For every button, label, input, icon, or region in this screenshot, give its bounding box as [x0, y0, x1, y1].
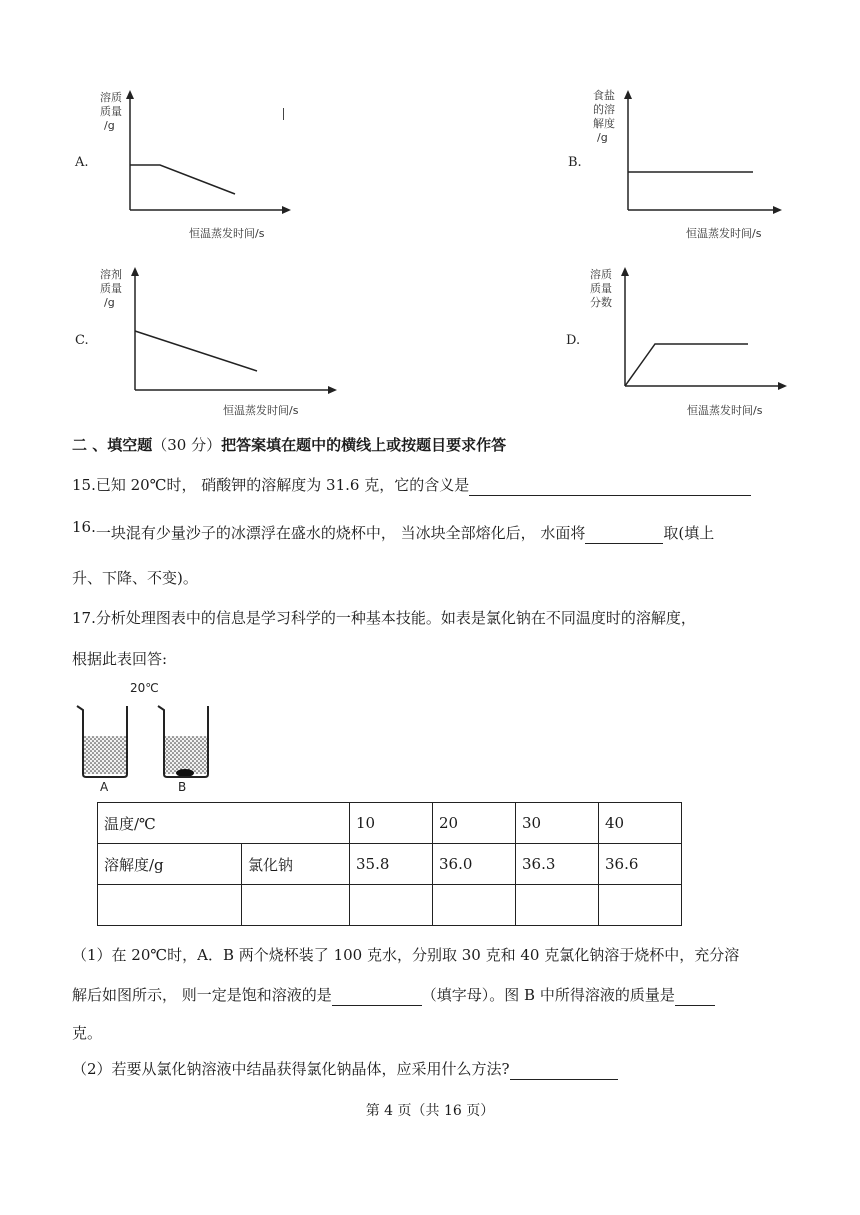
table-row — [98, 803, 682, 844]
table-cell — [516, 885, 599, 926]
beaker-b-label: B — [178, 780, 187, 794]
section-title: 二 、填空题 — [72, 436, 153, 454]
option-b-label: B. — [568, 155, 582, 170]
tick-mark — [283, 108, 284, 120]
beaker-a — [77, 706, 127, 777]
section-points: （30 分） — [152, 436, 222, 454]
graph-c-ylabel-3: /g — [104, 296, 115, 309]
graph-a — [95, 85, 295, 245]
graph-a-ylabel-3: /g — [104, 119, 115, 132]
question-16-text: 一块混有少量沙子的冰漂浮在盛水的烧杯中， 当冰块全部熔化后， 水面将 — [95, 524, 586, 542]
graph-d-ylabel-3: 分数 — [590, 296, 612, 309]
table-cell: 36.0 — [433, 844, 516, 885]
question-16-number: 16. — [72, 518, 96, 536]
page-footer: 第 4 页（共 16 页） — [365, 1103, 495, 1119]
question-15 — [72, 474, 751, 496]
graph-d-xlabel: 恒温蒸发时间/s — [687, 404, 763, 417]
beaker-a-label: A — [100, 780, 109, 794]
undissolved-solid — [176, 769, 194, 777]
table-cell — [599, 885, 682, 926]
question-16 — [72, 518, 715, 544]
graph-c-ylabel-1: 溶剂 — [100, 268, 122, 281]
option-c-label: C. — [75, 333, 89, 348]
question-17-part1-blank-1[interactable] — [332, 989, 422, 1006]
graph-a-ylabel-1: 溶质 — [100, 91, 122, 104]
table-cell: 36.6 — [599, 844, 682, 885]
question-17-part1-line2 — [72, 984, 715, 1006]
table-cell: 36.3 — [516, 844, 599, 885]
graph-c-curve — [135, 331, 257, 371]
beaker-temp-label: 20℃ — [130, 681, 159, 695]
table-cell: 10 — [350, 803, 433, 844]
question-17-part1-text-a: 解后如图所示， 则一定是饱和溶液的是 — [72, 986, 332, 1004]
beakers-figure — [72, 676, 232, 794]
graph-a-curve — [130, 165, 235, 194]
graph-d-curve — [625, 344, 748, 386]
table-cell: 40 — [599, 803, 682, 844]
question-16-after: 取(填上 — [663, 524, 715, 542]
option-d-label: D. — [566, 333, 581, 348]
question-17-part1-line3: 克。 — [72, 1024, 103, 1042]
table-cell — [98, 885, 242, 926]
graph-b-ylabel-2: 的溶 — [593, 103, 615, 116]
table-cell: 20 — [433, 803, 516, 844]
table-cell: 氯化钠 — [242, 844, 350, 885]
graph-b-ylabel-4: /g — [597, 131, 608, 144]
graph-a-xlabel: 恒温蒸发时间/s — [189, 227, 265, 240]
graph-d-ylabel-2: 质量 — [590, 282, 612, 295]
table-cell — [242, 885, 350, 926]
question-17-part1-blank-2[interactable] — [675, 989, 715, 1006]
question-15-text: 15.已知 20℃时， 硝酸钾的溶解度为 31.6 克，它的含义是 — [72, 476, 470, 494]
table-cell: 温度/℃ — [98, 803, 350, 844]
graph-c — [95, 262, 345, 422]
question-17-part1-text-b: （填字母）。图 B 中所得溶液的质量是 — [421, 986, 675, 1004]
question-16-line2: 升、下降、不变)。 — [72, 569, 198, 587]
table-cell: 35.8 — [350, 844, 433, 885]
question-17-line1: 17.分析处理图表中的信息是学习科学的一种基本技能。如表是氯化钠在不同温度时的溶解度， — [72, 609, 696, 627]
table-cell — [350, 885, 433, 926]
graph-b-xlabel: 恒温蒸发时间/s — [686, 227, 762, 240]
question-17-part2 — [72, 1058, 618, 1080]
question-17-part2-text: （2）若要从氯化钠溶液中结晶获得氯化钠晶体，应采用什么方法? — [72, 1060, 510, 1078]
graph-b-ylabel-3: 解度 — [593, 117, 615, 130]
table-row — [98, 844, 682, 885]
graph-a-ylabel-2: 质量 — [100, 105, 122, 118]
section-instruction: 把答案填在题中的横线上或按题目要求作答 — [221, 436, 507, 454]
table-cell: 溶解度/g — [98, 844, 242, 885]
beaker-b — [158, 706, 208, 777]
table-cell — [433, 885, 516, 926]
section-heading — [72, 434, 506, 456]
table-row — [98, 885, 682, 926]
solubility-table — [97, 802, 682, 926]
graph-c-ylabel-2: 质量 — [100, 282, 122, 295]
question-17-part2-blank[interactable] — [510, 1063, 618, 1080]
question-17-part1-line1: （1）在 20℃时，A．B 两个烧杯装了 100 克水，分别取 30 克和 40 克氯化钠溶于烧杯中，充分溶 — [72, 946, 740, 964]
graph-d-ylabel-1: 溶质 — [590, 268, 612, 281]
graph-c-xlabel: 恒温蒸发时间/s — [223, 404, 299, 417]
table-cell: 30 — [516, 803, 599, 844]
question-16-answer-blank[interactable] — [585, 527, 663, 544]
graph-b — [590, 85, 790, 245]
question-17-line2: 根据此表回答: — [72, 650, 168, 668]
question-15-answer-blank[interactable] — [469, 479, 751, 496]
graph-b-ylabel-1: 食盐 — [593, 89, 615, 102]
option-a-label: A. — [75, 155, 89, 170]
graph-d — [585, 262, 795, 422]
